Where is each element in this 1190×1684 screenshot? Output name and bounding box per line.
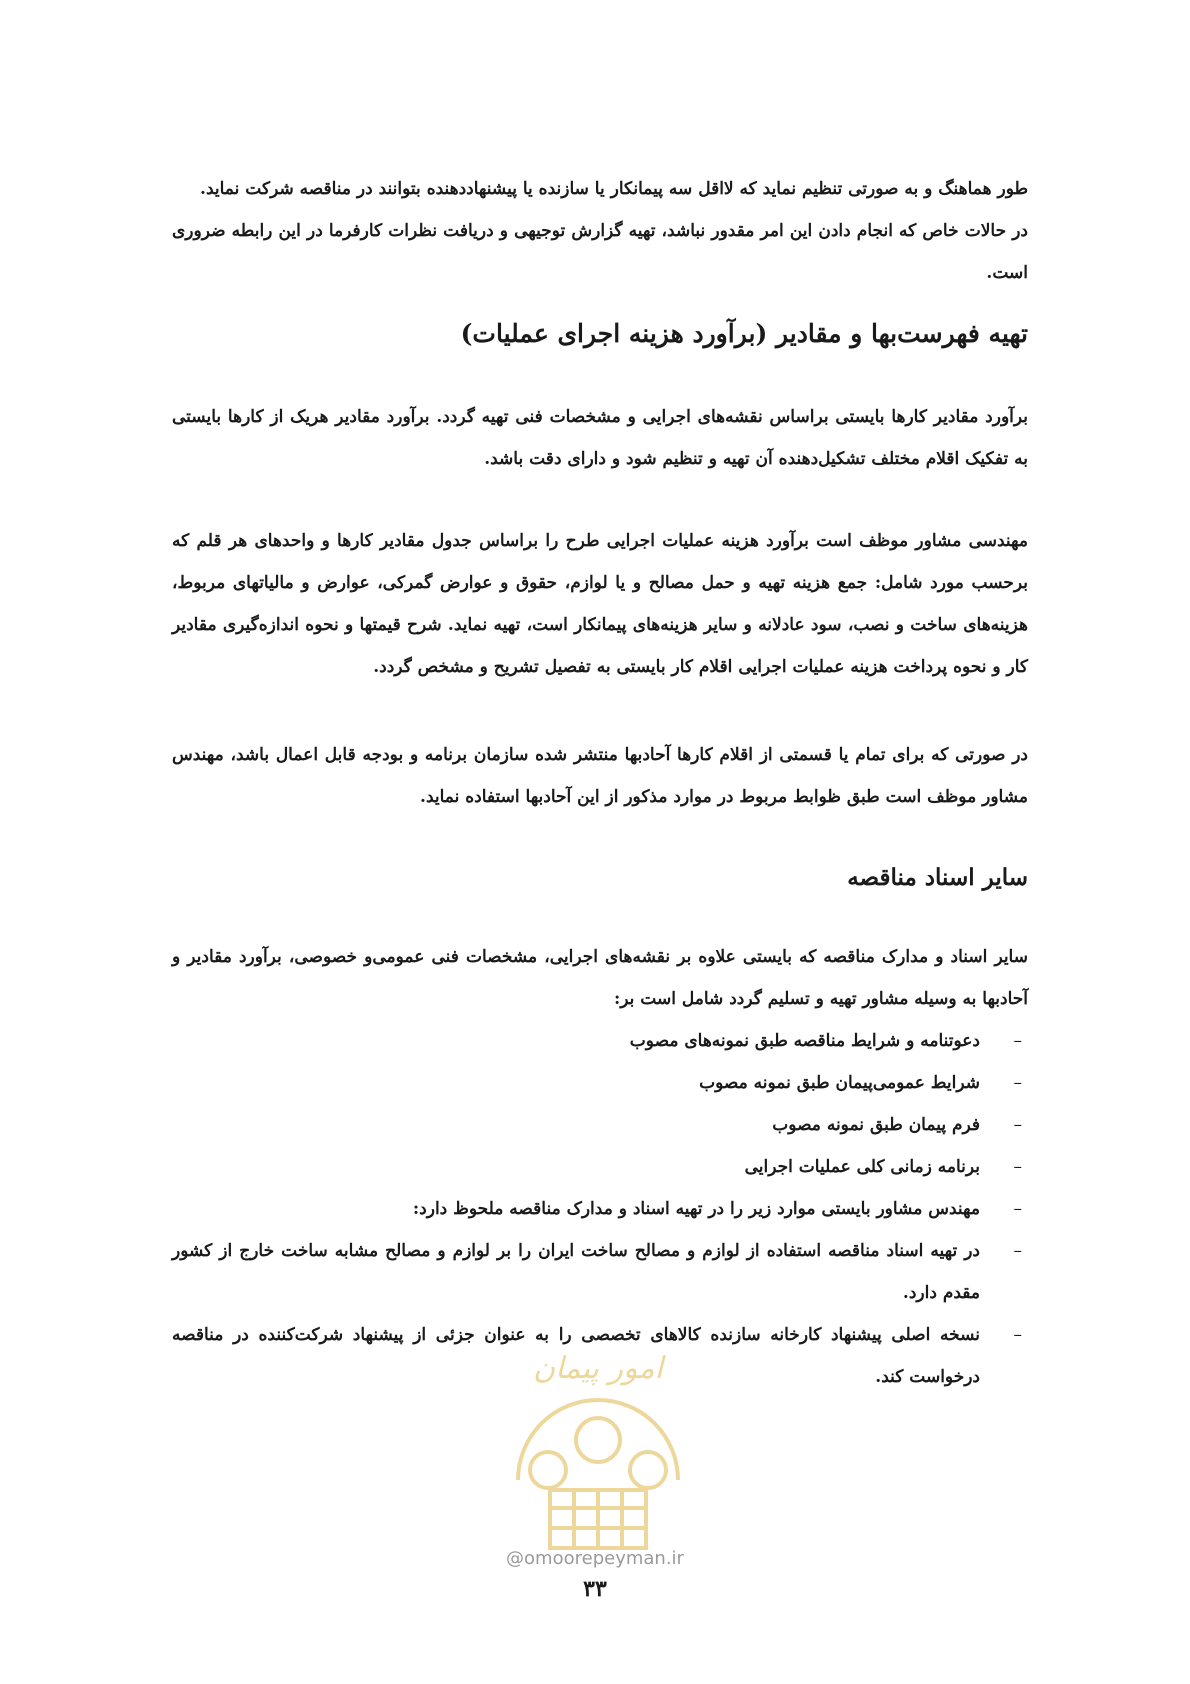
watermark-logo-icon (488, 1330, 708, 1560)
bullet-dash: – (1013, 1241, 1022, 1261)
bullet-dash: – (1013, 1031, 1022, 1051)
bullet-dash: – (1013, 1115, 1022, 1135)
watermark-url: @omoorepeyman.ir (506, 1548, 684, 1569)
list-item: – نسخه اصلی پیشنهاد کارخانه سازنده کالاهای تخصصی را به عنوان جزئی از پیشنهاد شرکت‌کننده در مناقصه درخواست کند. (172, 1314, 1028, 1398)
list-item: – مهندس مشاور بایستی موارد زیر را در تهیه اسناد و مدارک مناقصه ملحوظ دارد: (172, 1188, 1028, 1230)
bullet-dash: – (1013, 1157, 1022, 1177)
bullet-dash: – (1013, 1199, 1022, 1219)
heading-cost-estimate: تهیه فهرست‌بها و مقادیر (برآورد هزینه اجرای عملیات) (460, 319, 1028, 348)
paragraph-special-cases: در حالات خاص که انجام دادن این امر مقدور نباشد، تهیه گزارش توجیهی و دریافت نظرات کارفرما در این رابطه ضروری است. (172, 221, 1028, 283)
paragraph-consultant-duty: مهندسی مشاور موظف است برآورد هزینه عملیات اجرایی طرح را براساس جدول مقادیر کارها و واحدهای هر قلم که برحسب مورد شامل: جمع هزینه تهیه و حمل مصالح و یا لوازم، حقوق و عوارض گمرکی، عوارض و مالیاتهای مربوط، هزینه‌های ساخت و نصب، سود عادلانه و سایر هزینه‌های پیمانکار است، تهیه نماید. شرح قیمتها و نحوه اندازه‌گیری مقادیر کار و نحوه پرداخت هزینه عملیات اجرایی اقلام کار بایستی به تفصیل تشریح و مشخص گردد. (172, 531, 1028, 677)
list-item: – فرم پیمان طبق نمونه مصوب (172, 1104, 1028, 1146)
page-content (172, 168, 1028, 1398)
paragraph-contractor-count: طور هماهنگ و به صورتی تنظیم نماید که لااقل سه پیمانکار یا سازنده یا پیشنهاددهنده بتوانند در مناقصه شرکت نماید. (200, 179, 1028, 199)
paragraph-documents-intro: سایر اسناد و مدارک مناقصه که بایستی علاوه بر نقشه‌های اجرایی، مشخصات فنی عمومی‌و خصوصی، برآورد مقادیر و آحادبها به وسیله مشاور تهیه و تسلیم گردد شامل است بر: (172, 947, 1028, 1009)
bullet-dash: – (1013, 1325, 1022, 1345)
list-item: – دعوتنامه و شرایط مناقصه طبق نمونه‌های مصوب (172, 1020, 1028, 1062)
heading-other-documents: سایر اسناد مناقصه (847, 864, 1028, 891)
paragraph-unit-prices: در صورتی که برای تمام یا قسمتی از اقلام کارها آحادبها منتشر شده سازمان برنامه و بودجه قابل اعمال باشد، مهندس مشاور موظف است طبق ظوابط مربوط در موارد مذکور از این آحادبها استفاده نماید. (172, 745, 1028, 807)
paragraph-quantity-estimate: برآورد مقادیر کارها بایستی براساس نقشه‌های اجرایی و مشخصات فنی تهیه گردد. برآورد مقادیر هریک از کارها بایستی به تفکیک اقلام مختلف تشکیل‌دهنده آن تهیه و تنظیم شود و دارای دقت باشد. (172, 407, 1028, 469)
list-item: – شرایط عمومی‌پیمان طبق نمونه مصوب (172, 1062, 1028, 1104)
page-number: ۳۳ (583, 1576, 607, 1602)
watermark-logo-text: امور پیمان (533, 1351, 663, 1386)
list-item: – در تهیه اسناد مناقصه استفاده از لوازم و مصالح ساخت ایران را بر لوازم و مصالح مشابه ساخت خارج از کشور مقدم دارد. (172, 1230, 1028, 1314)
bullet-dash: – (1013, 1073, 1022, 1093)
list-item: – برنامه زمانی کلی عملیات اجرایی (172, 1146, 1028, 1188)
